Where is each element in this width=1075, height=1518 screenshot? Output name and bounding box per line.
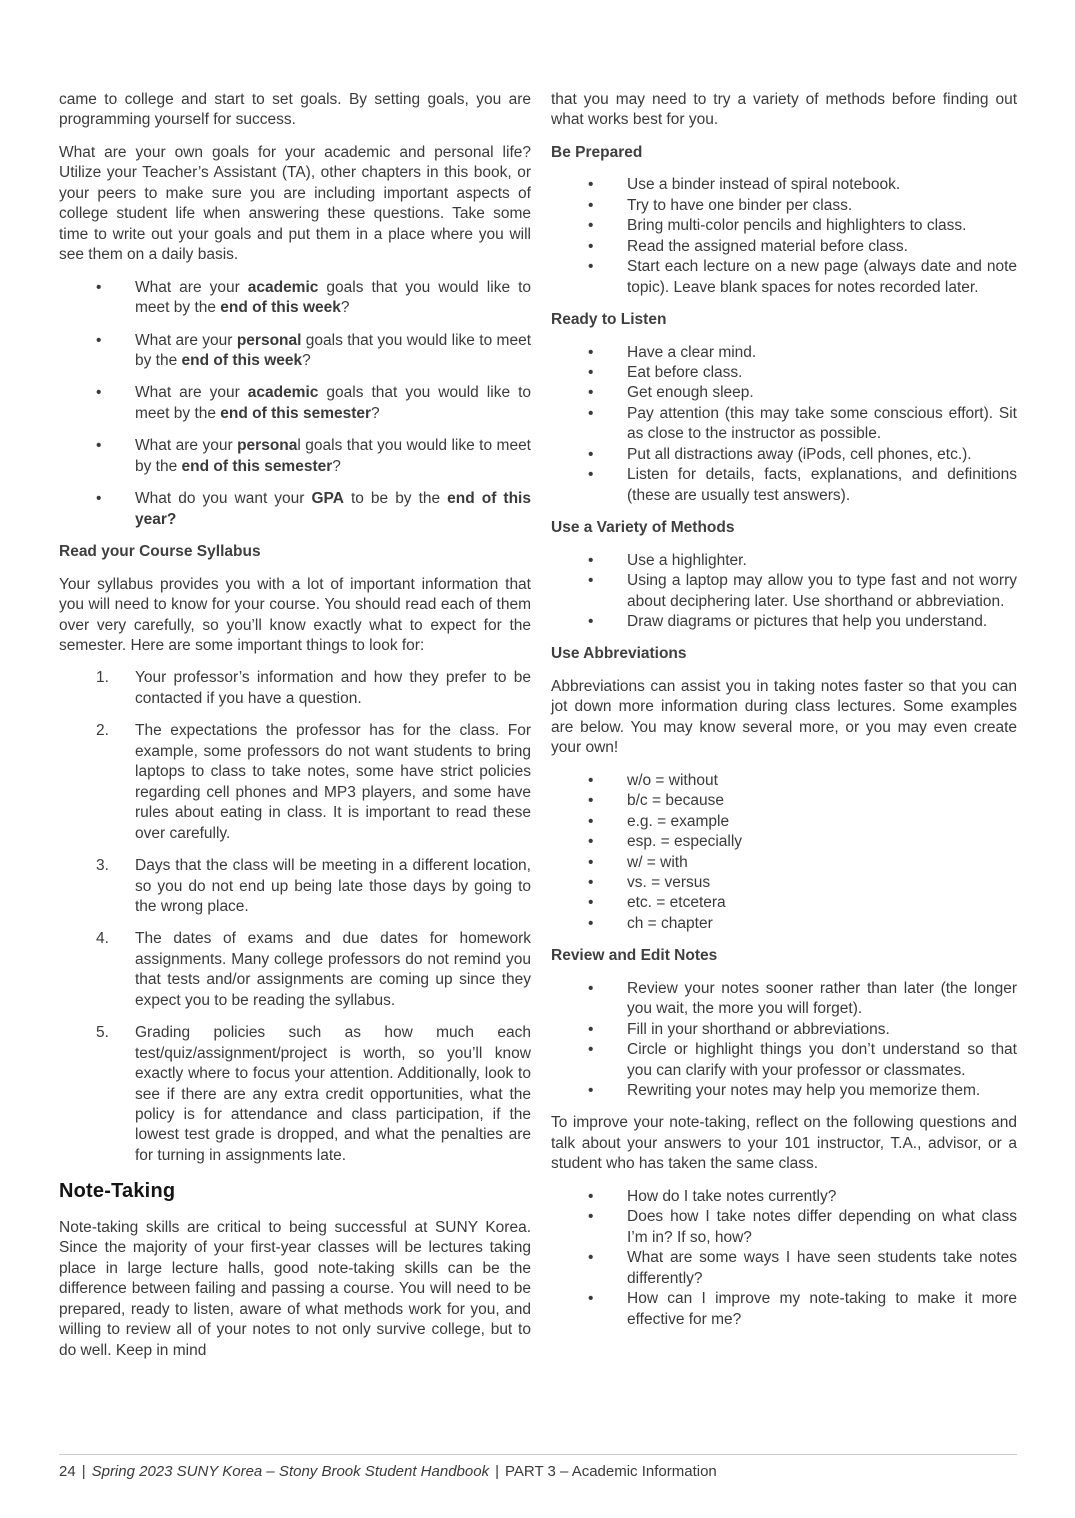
list-item [59, 436, 531, 477]
list-item-text: Bring multi-color pencils and highlighters to class. [627, 217, 967, 235]
list-item-text: Does how I take notes differ depending on what class I’m in? If so, how? [627, 1208, 1017, 1246]
list-item [551, 812, 1017, 832]
bullet-marker: • [588, 551, 594, 569]
bullet-marker: • [588, 771, 594, 789]
bullet-marker: • [588, 363, 594, 381]
list-item [551, 465, 1017, 506]
paragraph: Note-taking skills are critical to being successful at SUNY Korea. Since the majority of your first-year classes will be lectures taking place in large lecture halls, good note-taking skills can be the difference between failing and passing a course. You will need to be prepared, ready to listen, aware of what methods work for you, and willing to review all of your notes to not only survive college, but to do well. Keep in mind [59, 1218, 531, 1359]
two-column-layout [59, 90, 1017, 1373]
paragraph: What are your own goals for your academic and personal life? Utilize your Teacher’s Assistant (TA), other chapters in this book, or your peers to make sure you are including important aspects of college student life when answering these questions. Take some time to write out your goals and put them in a place where you will see them on a daily basis. [59, 143, 531, 264]
bullet-marker: • [96, 490, 102, 508]
list-item-text: etc. = etcetera [627, 894, 726, 912]
paragraph: that you may need to try a variety of methods before finding out what works best for you. [551, 91, 1017, 129]
bullet-list [551, 551, 1017, 633]
list-item-text: Use a highlighter. [627, 551, 747, 569]
list-item-text: Using a laptop may allow you to type fast and not worry about deciphering later. Use shorthand or abbreviation. [627, 572, 1017, 610]
list-item-text: The dates of exams and due dates for homework assignments. Many college professors do not remind you that tests and/or assignments are coming up since they expect you to be reading the syllabus. [135, 930, 531, 1009]
sub-heading: Use a Variety of Methods [551, 519, 735, 537]
list-item-text: Review your notes sooner rather than later (the longer you wait, the more you will forget). [627, 979, 1017, 1018]
footer-separator: | [81, 1463, 86, 1480]
list-item-text: What are your personal goals that you would like to meet by the end of this semester? [135, 437, 531, 475]
bullet-list [551, 1187, 1017, 1330]
bullet-marker: • [588, 384, 594, 402]
list-item-text: How can I improve my note-taking to make it more effective for me? [627, 1290, 1017, 1328]
bullet-marker: • [588, 612, 594, 630]
bullet-marker: • [588, 1249, 594, 1267]
bold-text: GPA [311, 490, 344, 508]
bullet-list [551, 979, 1017, 1102]
list-item [551, 1207, 1017, 1248]
list-item [551, 1020, 1017, 1040]
list-item [551, 1289, 1017, 1330]
number-marker: 1. [96, 669, 109, 687]
bullet-marker: • [588, 792, 594, 810]
list-item [551, 1081, 1017, 1101]
numbered-list [59, 668, 531, 1166]
list-item-text: Put all distractions away (iPods, cell phones, etc.). [627, 445, 972, 463]
list-item [551, 445, 1017, 465]
list-item [59, 1023, 531, 1166]
number-marker: 2. [96, 722, 109, 740]
list-item [551, 196, 1017, 216]
left-column [59, 90, 531, 1373]
bullet-marker: • [588, 572, 594, 590]
list-item-text: Pay attention (this may take some conscious effort). Sit as close to the instructor as possible. [627, 404, 1017, 443]
list-item-text: b/c = because [627, 792, 724, 810]
list-item-text: Your professor’s information and how they prefer to be contacted if you have a question. [135, 669, 531, 707]
list-item [551, 257, 1017, 298]
right-column [551, 90, 1017, 1373]
paragraph: To improve your note-taking, reflect on the following questions and talk about your answers to your 101 instructor, T.A., advisor, or a student who has taken the same class. [551, 1114, 1017, 1173]
bullet-marker: • [588, 445, 594, 463]
list-item-text: Read the assigned material before class. [627, 237, 908, 255]
number-marker: 5. [96, 1024, 109, 1042]
list-item [551, 979, 1017, 1020]
page-number: 24 [59, 1463, 76, 1480]
list-item [551, 893, 1017, 913]
sub-heading: Read your Course Syllabus [59, 543, 261, 561]
bullet-marker: • [588, 217, 594, 235]
number-marker: 4. [96, 930, 109, 948]
list-item [551, 791, 1017, 811]
footer-divider [59, 1454, 1017, 1455]
bold-text: end of this week [181, 351, 303, 369]
list-item-text: w/ = with [627, 853, 688, 871]
list-item [551, 363, 1017, 383]
list-item [551, 771, 1017, 791]
list-item-text: Grading policies such as how much each test/quiz/assignment/project is worth, so you’ll know exactly where to focus your attention. Additionally, look to see if there are any extra credit opportunities, what the policy is for attendance and class participation, if the lowest test grade is dropped, and what the penalties are for turning in assignments late. [135, 1024, 531, 1164]
bullet-marker: • [588, 812, 594, 830]
list-item [551, 571, 1017, 612]
list-item-text: What are your academic goals that you would like to meet by the end of this semester? [135, 384, 531, 422]
list-item [551, 612, 1017, 632]
list-item [551, 343, 1017, 363]
list-item-text: esp. = especially [627, 833, 743, 851]
bullet-marker: • [588, 1020, 594, 1038]
paragraph: Abbreviations can assist you in taking notes faster so that you can jot down more information during class lectures. Some examples are below. You may know several more, or you may even create your own! [551, 677, 1017, 757]
bullet-marker: • [588, 853, 594, 871]
bold-text: personal [236, 331, 302, 349]
list-item-text: w/o = without [627, 771, 718, 789]
bullet-marker: • [96, 437, 102, 455]
list-item-text: vs. = versus [627, 873, 711, 891]
list-item-text: Circle or highlight things you don’t understand so that you can clarify with your professor or classmates. [627, 1041, 1017, 1079]
bullet-list [551, 343, 1017, 507]
list-item [551, 873, 1017, 893]
list-item-text: The expectations the professor has for the class. For example, some professors do not want students to bring laptops to class to take notes, some have strict policies regarding cell phones and MP3 players, and some have rules about eating in class. It is important to read these over carefully. [135, 722, 531, 842]
list-item-text: Try to have one binder per class. [627, 196, 853, 214]
list-item [551, 237, 1017, 257]
bullet-marker: • [588, 914, 594, 932]
list-item [551, 404, 1017, 445]
list-item [59, 856, 531, 917]
bold-text: end of this semester [220, 404, 372, 422]
list-item-text: Eat before class. [627, 363, 743, 381]
list-item [551, 216, 1017, 236]
list-item [551, 383, 1017, 403]
list-item-text: e.g. = example [627, 812, 730, 830]
list-item [551, 551, 1017, 571]
list-item-text: Days that the class will be meeting in a different location, so you do not end up being late those days by going to the wrong place. [135, 857, 531, 915]
list-item-text: Start each lecture on a new page (always date and note topic). Leave blank spaces for notes recorded later. [627, 258, 1017, 296]
bullet-marker: • [96, 384, 102, 402]
part-label: PART 3 – Academic Information [504, 1463, 717, 1480]
handbook-title: Spring 2023 SUNY Korea – Stony Brook Student Handbook [91, 1463, 490, 1480]
list-item-text: ch = chapter [627, 914, 713, 932]
bullet-marker: • [588, 979, 594, 997]
bullet-marker: • [588, 894, 594, 912]
list-item-text: What are your academic goals that you would like to meet by the end of this week? [135, 278, 531, 317]
list-item-text: What do you want your GPA to be by the end of this year? [135, 490, 531, 528]
bullet-marker: • [96, 278, 102, 296]
bullet-marker: • [588, 1290, 594, 1308]
footer-separator: | [495, 1463, 499, 1480]
page-footer [59, 1463, 717, 1480]
list-item [59, 383, 531, 424]
list-item-text: Have a clear mind. [627, 343, 757, 361]
bullet-marker: • [588, 873, 594, 891]
bullet-marker: • [588, 404, 594, 422]
bold-text: end of this semester [181, 457, 333, 475]
number-marker: 3. [96, 857, 109, 875]
bold-text: end of this week [220, 299, 341, 317]
list-item-text: Get enough sleep. [627, 384, 754, 402]
list-item [551, 175, 1017, 195]
bullet-marker: • [588, 1187, 594, 1205]
bullet-marker: • [588, 237, 594, 255]
bullet-marker: • [588, 1208, 594, 1226]
list-item-text: Use a binder instead of spiral notebook. [627, 176, 901, 194]
list-item [59, 929, 531, 1011]
bullet-list [551, 771, 1017, 935]
list-item [59, 331, 531, 372]
paragraph: Your syllabus provides you with a lot of important information that you will need to know for your course. You should read each of them over very carefully, so you’ll know exactly what to expect for the semester. Here are some important things to look for: [59, 575, 531, 654]
sub-heading: Use Abbreviations [551, 645, 687, 663]
list-item [551, 1187, 1017, 1207]
bullet-marker: • [588, 258, 594, 276]
bold-text: end of this year? [135, 490, 531, 528]
list-item [59, 721, 531, 844]
bullet-marker: • [588, 1082, 594, 1100]
list-item [59, 278, 531, 319]
sub-heading: Be Prepared [551, 143, 643, 161]
list-item [551, 1248, 1017, 1289]
list-item [59, 668, 531, 709]
bullet-marker: • [588, 176, 594, 194]
list-item [59, 489, 531, 530]
list-item [551, 914, 1017, 934]
bullet-marker: • [588, 196, 594, 214]
bullet-marker: • [96, 331, 102, 349]
bullet-marker: • [588, 343, 594, 361]
list-item-text: Rewriting your notes may help you memorize them. [627, 1082, 981, 1100]
paragraph: came to college and start to set goals. By setting goals, you are programming yourself for success. [59, 91, 531, 129]
bullet-list [59, 278, 531, 531]
list-item-text: Draw diagrams or pictures that help you understand. [627, 612, 988, 630]
list-item-text: How do I take notes currently? [627, 1187, 837, 1205]
list-item [551, 853, 1017, 873]
list-item-text: What are some ways I have seen students take notes differently? [627, 1249, 1017, 1287]
bold-text: academic [247, 384, 319, 402]
bold-text: academic [247, 278, 319, 296]
sub-heading: Ready to Listen [551, 311, 667, 329]
list-item-text: What are your personal goals that you would like to meet by the end of this week? [135, 331, 532, 369]
sub-heading: Review and Edit Notes [551, 947, 718, 965]
bullet-list [551, 175, 1017, 298]
list-item [551, 832, 1017, 852]
bold-text: persona [237, 437, 298, 455]
list-item-text: Listen for details, facts, explanations, and definitions (these are usually test answers). [627, 466, 1017, 504]
bullet-marker: • [588, 1041, 594, 1059]
list-item [551, 1040, 1017, 1081]
section-heading: Note-Taking [59, 1180, 176, 1203]
bullet-marker: • [588, 833, 594, 851]
bullet-marker: • [588, 466, 594, 484]
list-item-text: Fill in your shorthand or abbreviations. [627, 1020, 890, 1038]
